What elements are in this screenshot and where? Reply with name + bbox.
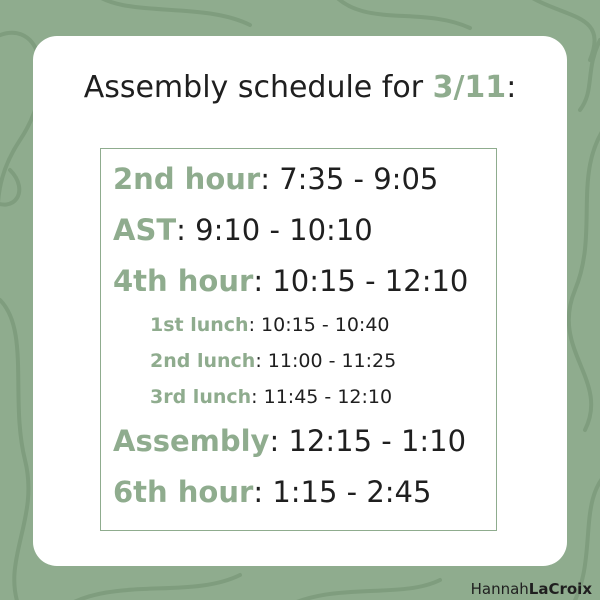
period-time: 11:45 - 12:10 xyxy=(263,386,393,408)
period-label: Assembly xyxy=(113,424,270,458)
title-date: 3/11 xyxy=(432,70,507,105)
author-first: Hannah xyxy=(470,580,529,598)
period-time: 1:15 - 2:45 xyxy=(272,475,432,509)
title-suffix: : xyxy=(506,70,517,105)
period-time: 11:00 - 11:25 xyxy=(267,350,397,372)
schedule-box xyxy=(100,148,497,531)
schedule-row-3rd-lunch: 3rd lunch: 11:45 - 12:10 xyxy=(150,386,393,408)
period-label: AST xyxy=(113,213,177,247)
title-prefix: Assembly schedule for xyxy=(83,70,433,105)
schedule-row-assembly: Assembly: 12:15 - 1:10 xyxy=(113,424,467,458)
period-time: 12:15 - 1:10 xyxy=(288,424,467,458)
page-title xyxy=(0,70,600,105)
schedule-row-2nd-hour: 2nd hour: 7:35 - 9:05 xyxy=(113,162,439,196)
schedule-row-4th-hour: 4th hour: 10:15 - 12:10 xyxy=(113,264,469,298)
schedule-row-6th-hour: 6th hour: 1:15 - 2:45 xyxy=(113,475,432,509)
author-last: LaCroix xyxy=(528,580,592,598)
schedule-row-1st-lunch: 1st lunch: 10:15 - 10:40 xyxy=(150,314,390,336)
period-time: 9:10 - 10:10 xyxy=(195,213,373,247)
author-credit xyxy=(471,580,592,598)
period-time: 10:15 - 10:40 xyxy=(261,314,390,336)
schedule-row-2nd-lunch: 2nd lunch: 11:00 - 11:25 xyxy=(150,350,397,372)
period-time: 7:35 - 9:05 xyxy=(279,162,439,196)
period-label: 3rd lunch xyxy=(150,386,252,408)
schedule-row-ast: AST: 9:10 - 10:10 xyxy=(113,213,373,247)
period-label: 6th hour xyxy=(113,475,254,509)
period-label: 2nd lunch xyxy=(150,350,256,372)
period-label: 4th hour xyxy=(113,264,254,298)
period-label: 2nd hour xyxy=(113,162,261,196)
period-label: 1st lunch xyxy=(150,314,249,336)
period-time: 10:15 - 12:10 xyxy=(272,264,469,298)
